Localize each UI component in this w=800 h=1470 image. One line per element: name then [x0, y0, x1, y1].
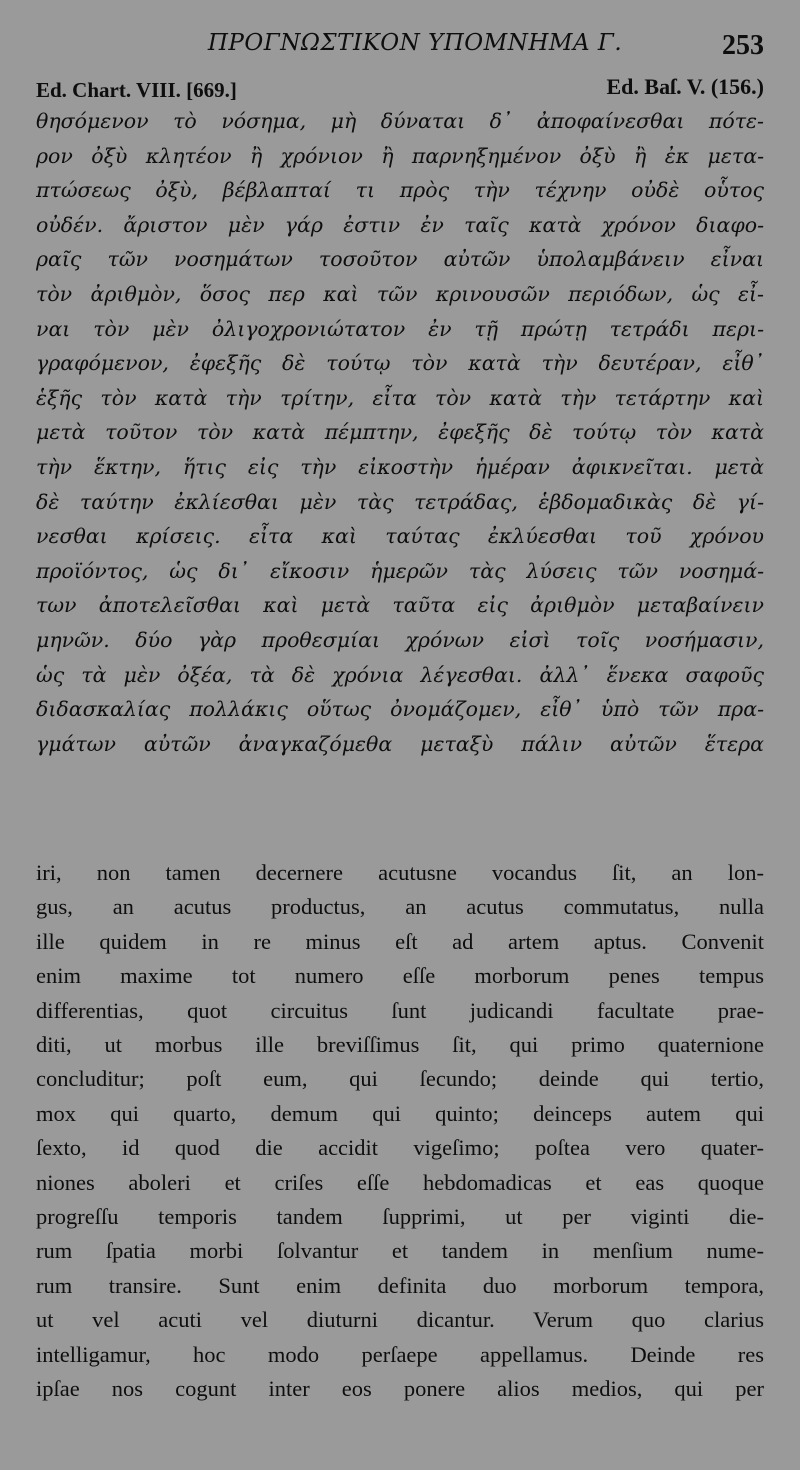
latin-line: ille quidem in re minus eſt ad artem aptus. Convenit — [36, 928, 764, 954]
latin-line: rum ſpatia morbi ſolvantur et tandem in menſium nume- — [36, 1238, 764, 1264]
edition-reference-basel: Ed. Baſ. V. (156.) — [606, 74, 764, 99]
greek-line: ναι τὸν μὲν ὀλιγοχρονιώτατον ἐν τῇ πρώτῃ τετράδι περι- — [36, 316, 764, 341]
greek-line: προϊόντος, ὡς δι᾽ εἴκοσιν ἡμερῶν τὰς λύσεις τῶν νοσημά- — [36, 558, 764, 583]
latin-line: iri, non tamen decernere acutusne vocandus ſit, an lon- — [36, 860, 764, 885]
latin-line: intelligamur, hoc modo perſaepe appellamus. Deinde res — [36, 1341, 764, 1367]
latin-line: enim maxime tot numero eſſe morborum penes tempus — [36, 963, 764, 989]
greek-line: τὴν ἕκτην, ἥτις εἰς τὴν εἰκοστὴν ἡμέραν ἀφικνεῖται. μετὰ — [36, 454, 764, 479]
latin-line: mox qui quarto, demum qui quinto; deinceps autem qui — [36, 1100, 764, 1126]
greek-line: οὐδέν. ἄριστον μὲν γάρ ἐστιν ἐν ταῖς κατὰ χρόνον διαφο- — [36, 212, 764, 237]
greek-line: ραῖς τῶν νοσημάτων τοσοῦτον αὐτῶν ὑπολαμβάνειν εἶναι — [36, 247, 764, 272]
latin-line: niones aboleri et criſes eſſe hebdomadicas et eas quoque — [36, 1169, 764, 1195]
greek-line: μετὰ τοῦτον τὸν κατὰ πέμπτην, ἐφεξῆς δὲ τούτῳ τὸν κατὰ — [36, 420, 764, 445]
latin-line: progreſſu temporis tandem ſupprimi, ut per viginti die- — [36, 1204, 764, 1230]
running-title: ΠΡΟΓΝΩΣΤΙΚΟΝ ΥΠΟΜΝΗΜΑ Γ. — [207, 30, 623, 56]
greek-line: πτώσεως ὀξὺ, βέβλαπταί τι πρὸς τὴν τέχνην οὐδὲ οὗτος — [36, 178, 764, 203]
greek-line: θησόμενον τὸ νόσημα, μὴ δύναται δ᾽ ἀποφαίνεσθαι πότε- — [36, 109, 764, 133]
page-number: 253 — [722, 30, 764, 61]
greek-line: μηνῶν. δύο γὰρ προθεσμίαι χρόνων εἰσὶ τοῖς νοσήμασιν, — [36, 627, 764, 652]
greek-line: γμάτων αὐτῶν ἀναγκαζόμεθα μεταξὺ πάλιν αὐτῶν ἕτερα — [36, 731, 764, 756]
latin-text-block — [36, 856, 764, 1407]
greek-line: ἑξῆς τὸν κατὰ τὴν τρίτην, εἶτα τὸν κατὰ τὴν τετάρτην καὶ — [36, 385, 764, 410]
greek-line: των ἀποτελεῖσθαι καὶ μετὰ ταῦτα εἰς ἀριθμὸν μεταβαίνειν — [36, 593, 764, 618]
greek-line: γραφόμενον, ἐφεξῆς δὲ τούτῳ τὸν κατὰ τὴν δευτέραν, εἶθ᾽ — [36, 351, 764, 376]
greek-line: ρον ὀξὺ κλητέον ἢ χρόνιον ἢ παρνηξημένον ὀξὺ ἢ ἐκ μετα- — [36, 143, 764, 168]
greek-line: νεσθαι κρίσεις. εἶτα καὶ ταύτας ἐκλύεσθαι τοῦ χρόνου — [36, 524, 764, 549]
latin-line: ſexto, id quod die accidit vigeſimo; poſtea vero quater- — [36, 1135, 764, 1161]
latin-line: differentias, quot circuitus ſunt judicandi facultate prae- — [36, 997, 764, 1023]
edition-reference-chartier: Ed. Chart. VIII. [669.] — [36, 78, 237, 102]
latin-line: ipſae nos cogunt inter eos ponere alios medios, qui per — [36, 1376, 764, 1402]
latin-line: diti, ut morbus ille breviſſimus ſit, qui primo quaternione — [36, 1032, 764, 1058]
greek-line: ὡς τὰ μὲν ὀξέα, τὰ δὲ χρόνια λέγεσθαι. ἀλλ᾽ ἕνεκα σαφοῦς — [36, 662, 764, 687]
greek-line: τὸν ἀριθμὸν, ὅσος περ καὶ τῶν κρινουσῶν περιόδων, ὡς εἶ- — [36, 281, 764, 306]
latin-line: gus, an acutus productus, an acutus commutatus, nulla — [36, 894, 764, 920]
latin-line: ut vel acuti vel diuturni dicantur. Verum quo clarius — [36, 1307, 764, 1333]
greek-text-block — [36, 104, 764, 761]
greek-line: διδασκαλίας πολλάκις οὕτως ὀνομάζομεν, εἶθ᾽ ὑπὸ τῶν πρα- — [36, 697, 764, 722]
latin-line: concluditur; poſt eum, qui ſecundo; deinde qui tertio, — [36, 1066, 764, 1092]
greek-line: δὲ ταύτην ἐκλίεσθαι μὲν τὰς τετράδας, ἑβδομαδικὰς δὲ γί- — [36, 489, 764, 514]
latin-line: rum transire. Sunt enim definita duo morborum tempora, — [36, 1272, 764, 1298]
